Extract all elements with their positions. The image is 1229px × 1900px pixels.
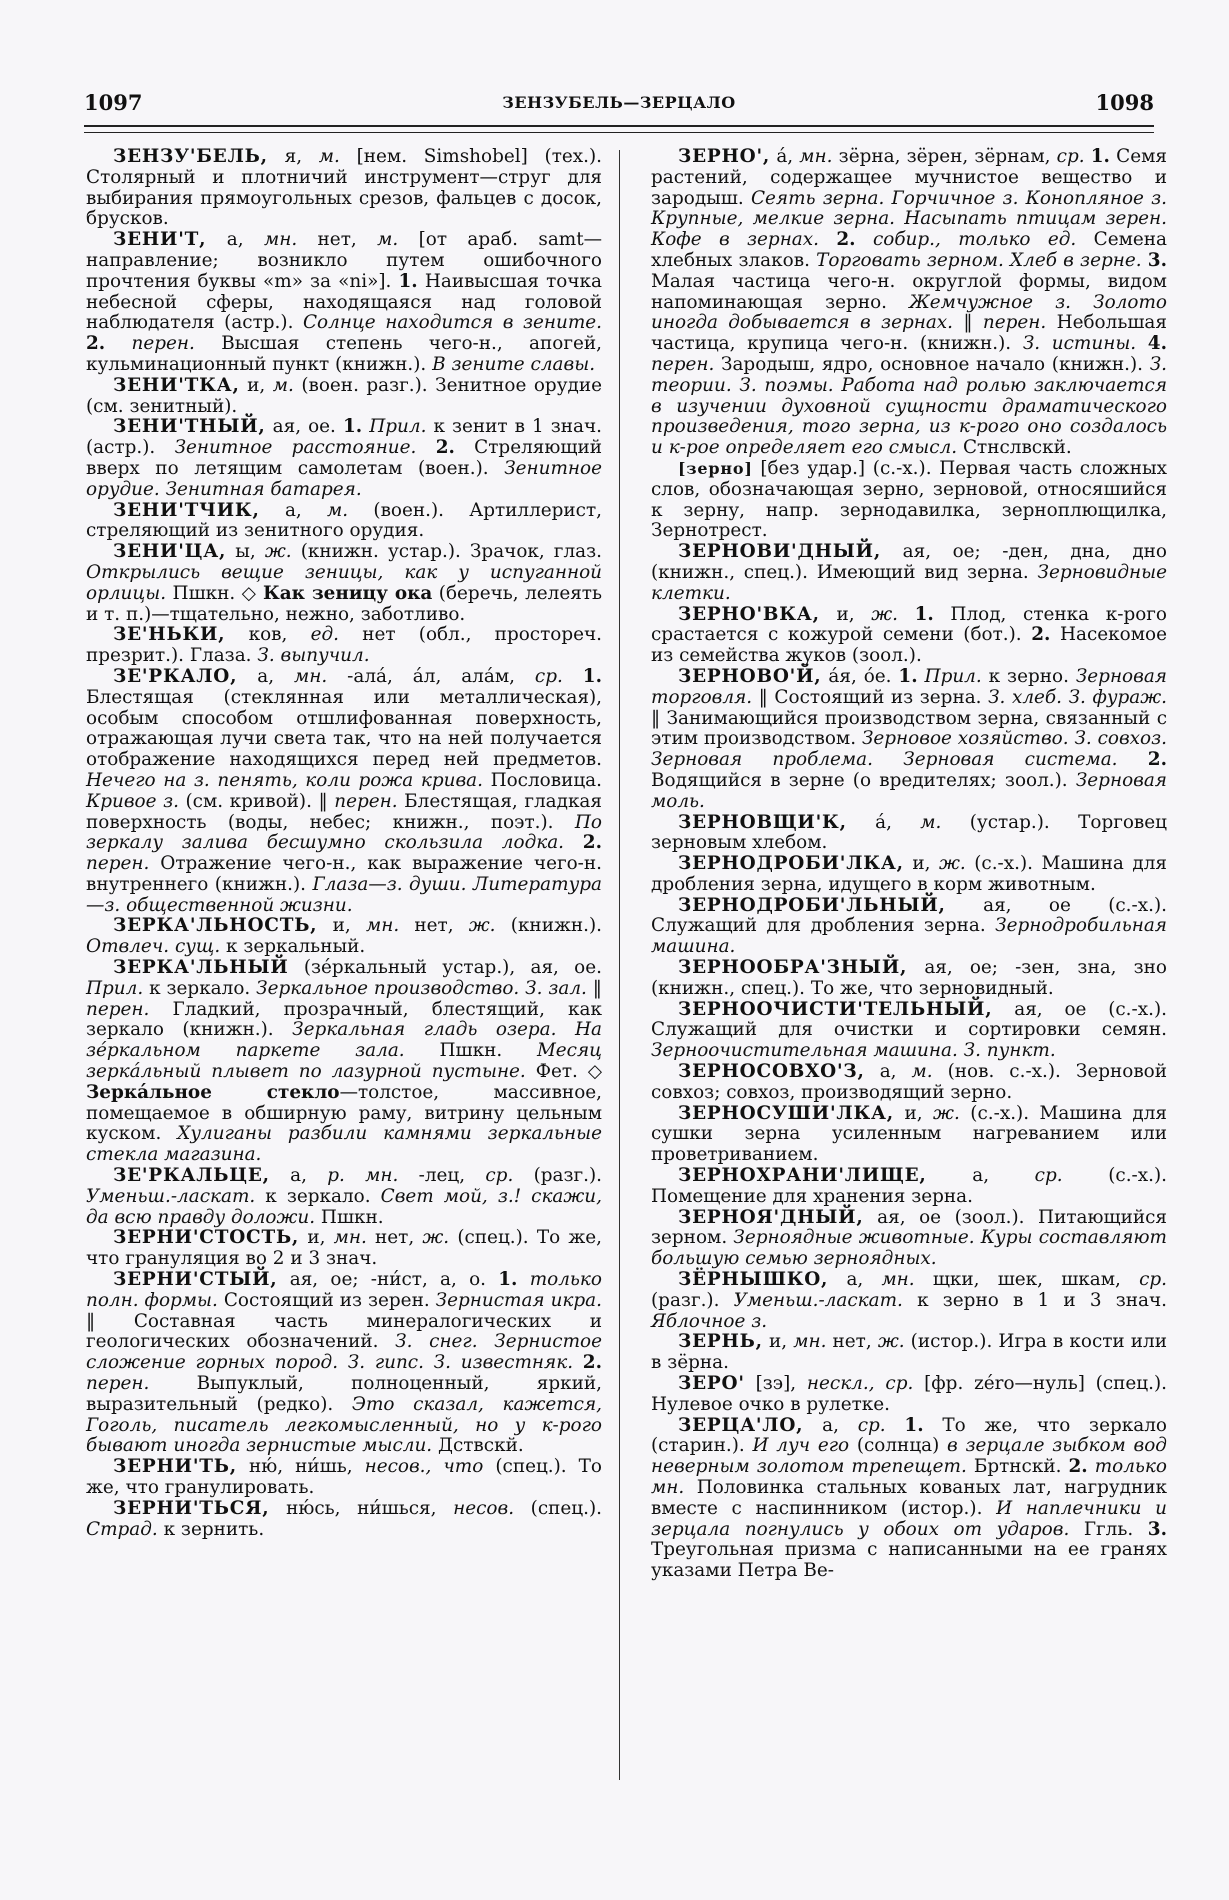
entry-text: и,: [768, 1331, 794, 1353]
entry-text: (воен.). Артиллерист, стреляющий из зенитного орудия.: [86, 499, 603, 542]
entry-example: мн.: [333, 1227, 367, 1249]
entry-text: —толстое, массивное, помещаемое в обширную раму, витрину цельным куском.: [86, 1081, 602, 1145]
entry-text: (устар.). Торговец зерновым хлебом.: [651, 811, 1167, 854]
entry-text: (истор.). Игра в кости или в зёрна.: [651, 1331, 1167, 1374]
page-number-right: 1098: [1095, 90, 1154, 115]
sense-number: 1.: [498, 1269, 518, 1291]
entry-example: З. истины.: [1022, 333, 1137, 355]
entry-example: только полн. формы.: [86, 1269, 602, 1311]
entry-text: а,: [846, 1269, 882, 1291]
dictionary-entry: [86, 1457, 602, 1499]
entry-example: ед.: [310, 624, 339, 646]
entry-text: [1118, 749, 1148, 770]
entry-example: З. выпучил.: [257, 645, 370, 667]
dictionary-entry: [86, 1166, 602, 1228]
entry-example: мн.: [263, 229, 298, 251]
entry-example: м.: [911, 1061, 933, 1083]
entry-example: Зерноядные животные. Куры составляют большую семью зерноядных.: [651, 1227, 1167, 1270]
entry-example: перен.: [131, 333, 195, 355]
dictionary-entry: [86, 542, 602, 625]
entry-text: ‖ Состоящий из зерна.: [752, 686, 989, 708]
entry-text: [1088, 1456, 1095, 1477]
entry-text: а́,: [875, 811, 921, 833]
entry-example: нескл., ср.: [806, 1373, 914, 1395]
entry-text: Зародыш, ядро, основное начало (книжн.).: [714, 353, 1150, 375]
entry-headword: ЗЕРНООБРА'ЗНЫЙ,: [678, 957, 908, 979]
entry-example: Зеркальная гладь озера. На зе́ркальном паркете зала.: [86, 1019, 602, 1062]
entry-example: Отвлеч. сущ.: [86, 936, 221, 958]
entry-example: ср.: [1034, 1165, 1063, 1187]
entry-text: Насекомое из семейства жуков (зоол.).: [651, 624, 1167, 667]
sense-number: 2.: [836, 229, 856, 251]
column-divider: [619, 150, 620, 1780]
entry-text: [от араб. samt—направление; возникло путем ошибочного прочтения буквы «m» за «ni»].: [86, 229, 603, 292]
entry-headword: ЗЕНИ'ТКА,: [113, 374, 240, 396]
sense-number: 1.: [398, 270, 418, 292]
entry-text: (спец.). То же, что гранулировать.: [86, 1456, 602, 1498]
entry-example: мн.: [881, 1269, 915, 1291]
entry-example: Страд.: [86, 1518, 158, 1540]
entry-example: мн.: [365, 915, 400, 937]
entry-example: ж.: [264, 541, 292, 563]
entry-headword: ЗЕНИ'Т,: [113, 229, 207, 251]
entry-headword: [зерно]: [678, 458, 753, 478]
entry-example: ж.: [877, 1331, 905, 1353]
entry-headword: ЗЕ'РКАЛО,: [113, 665, 238, 687]
sense-number: 2.: [435, 437, 455, 459]
entry-headword: ЗЕРНОСУШИ'ЛКА,: [678, 1102, 894, 1124]
entry-text: ‖ Занимающийся производством зерна, связанный с этим производством.: [651, 707, 1167, 750]
entry-example: Солнце находится в зените.: [302, 312, 603, 334]
entry-headword: ЗЕРНИ'СТОСТЬ,: [113, 1227, 300, 1249]
entry-text: ая, ое (с.-х.). Служащий для очистки и сортировки семян.: [651, 998, 1167, 1041]
entry-example: Прил.: [86, 977, 144, 999]
entry-example: ж.: [871, 603, 898, 625]
entry-text: (с.-х.). Машина для дробления зерна, идущего в корм животным.: [651, 853, 1167, 895]
entry-example: Зерноочистительная машина. З. пункт.: [651, 1040, 1056, 1062]
entry-text: зёрна, зёрен, зёрнам,: [832, 146, 1057, 167]
dictionary-entry: [86, 1270, 602, 1457]
dictionary-entry: [86, 417, 602, 500]
dictionary-entry: [651, 1270, 1167, 1332]
entry-example: р. мн.: [327, 1165, 399, 1187]
entry-text: нет,: [366, 1227, 423, 1249]
entry-text: а,: [879, 1061, 912, 1083]
entry-text: ая, ое; -зен, зна, зно (книжн., спец.). То же, что зерновидный.: [651, 957, 1167, 999]
entry-text: Пшкн.: [404, 1040, 537, 1062]
entry-text: ков,: [248, 624, 311, 646]
entry-example: В зените славы.: [432, 353, 596, 375]
entry-headword: ЗЕРНОСОВХО'З,: [678, 1061, 865, 1083]
entry-example: ж.: [422, 1227, 450, 1249]
entry-example: Уменьш.-ласкат.: [733, 1289, 903, 1311]
entry-headword: ЗЕНИ'ЦА,: [113, 541, 227, 563]
entry-example: Это сказал, кажется, Гоголь, писатель легкомысленный, но у к-рого бывают иногда зернистые мысли.: [86, 1393, 602, 1457]
entry-example: перен.: [86, 853, 150, 875]
entry-headword: ЗЕРО': [678, 1373, 745, 1395]
entry-example: Зернистая икра.: [435, 1289, 602, 1311]
dictionary-entry: [86, 916, 602, 958]
entry-example: перен.: [334, 790, 398, 812]
entry-text: и,: [332, 915, 366, 937]
entry-headword: ЗЕРНО'ВКА,: [678, 603, 820, 625]
entry-text: [105, 333, 131, 354]
entry-headword: ЗЕРНОВИ'ДНЫЙ,: [678, 541, 882, 563]
entry-text: к зерно.: [981, 665, 1076, 687]
entry-text: к зенит в 1 знач. (астр.).: [86, 416, 603, 459]
dictionary-entry: [651, 1374, 1167, 1416]
dictionary-entry: [86, 625, 602, 667]
entry-example: ж.: [468, 915, 496, 937]
entry-headword: ЗЕРНИ'СТЫЙ,: [113, 1269, 278, 1291]
sense-number: 1.: [342, 416, 363, 438]
entry-text: а,: [822, 1414, 858, 1436]
entry-text: а́я, о́е.: [828, 665, 899, 687]
entry-text: ‖: [586, 977, 602, 999]
entry-example: ср.: [534, 665, 563, 687]
entry-example: м.: [318, 146, 340, 167]
entry-example: ср.: [857, 1414, 886, 1436]
entry-headword: ЗЕРНОЯ'ДНЫЙ,: [678, 1206, 864, 1228]
dictionary-entry: [651, 1104, 1167, 1166]
entry-text: ‖ Составная часть минералогических и геологических обозначений.: [86, 1310, 602, 1353]
entry-text: Пословица.: [482, 769, 602, 791]
entry-text: нет,: [297, 229, 378, 251]
entry-text: щки, шек, шкам,: [914, 1269, 1140, 1291]
entry-text: Пшкн.: [315, 1206, 384, 1228]
entry-text: [918, 666, 925, 687]
entry-text: (спец.).: [514, 1497, 602, 1519]
entry-example: Зерновидные клетки.: [651, 561, 1167, 604]
entry-example: только мн.: [651, 1456, 1167, 1498]
sense-number: 4.: [1147, 333, 1167, 355]
entry-example: собир., только ед.: [872, 229, 1077, 251]
entry-example: Зернодробильная машина.: [651, 915, 1167, 958]
entry-text: (с.-х.). Помещение для хранения зерна.: [651, 1165, 1167, 1207]
entry-headword: ЗЕРЦА'ЛО,: [678, 1414, 804, 1436]
entry-text: Бртнскй.: [966, 1456, 1069, 1478]
dictionary-entry: [651, 542, 1167, 604]
dictionary-entry: [651, 896, 1167, 958]
sense-number: Как зеницу ока: [262, 582, 433, 604]
entry-text: а,: [972, 1165, 1035, 1187]
entry-text: Состоящий из зерен.: [217, 1289, 436, 1311]
entry-example: перен.: [86, 1373, 150, 1395]
entry-text: Наивысшая точка небесной сферы, находящаяся над головой наблюдателя (астр.).: [86, 270, 602, 334]
entry-example: ж.: [938, 853, 966, 875]
entry-example: ср.: [485, 1165, 514, 1187]
entry-headword: ЗЕРНООЧИСТИ'ТЕЛЬНЫЙ,: [678, 998, 993, 1020]
entry-example: м.: [920, 811, 942, 833]
entry-headword: ЗЕРКА'ЛЬНЫЙ: [113, 957, 289, 979]
dictionary-entry: [86, 147, 602, 230]
entry-text: [564, 832, 583, 853]
sense-number: 1.: [914, 603, 934, 625]
entry-text: (разг.).: [513, 1165, 603, 1187]
dictionary-entry: [651, 958, 1167, 1000]
sense-number: 3.: [1147, 249, 1167, 271]
entry-text: [1136, 333, 1148, 354]
entry-text: [517, 1269, 529, 1290]
entry-text: Пшкн. ◇: [166, 582, 263, 604]
sense-number: 2.: [86, 333, 106, 355]
entry-example: Зерновая торговля.: [651, 665, 1167, 708]
entry-text: нет,: [826, 1331, 878, 1353]
entry-headword: ЗЕРНОВЩИ'К,: [678, 811, 847, 833]
dictionary-entry: [651, 1062, 1167, 1104]
sense-number: 1.: [898, 665, 918, 687]
dictionary-entry: [651, 605, 1167, 667]
entry-example: м.: [327, 499, 349, 521]
entry-example: несов.: [453, 1497, 515, 1519]
entry-text: ‖: [953, 312, 983, 334]
entry-text: Фет. ◇: [525, 1061, 602, 1083]
entry-example: Жемчужное з. Золото иногда добывается в зернах.: [651, 291, 1167, 334]
entry-headword: ЗЕРНОДРОБИ'ЛКА,: [678, 853, 904, 875]
entry-headword: ЗЕРКА'ЛЬНОСТЬ,: [113, 915, 318, 937]
entry-example: Прил.: [924, 665, 982, 687]
entry-text: Малая частица чего-н. округлой формы, видом напоминающая зерно.: [651, 270, 1167, 313]
dictionary-entry: [86, 958, 602, 1166]
entry-example: Хулиганы разбили камнями зеркальные стекла магазина.: [86, 1123, 602, 1166]
entry-text: и,: [307, 1227, 334, 1249]
sense-number: 3.: [1147, 1518, 1167, 1540]
entry-headword: ЗЕРНИ'ТЬ,: [113, 1456, 237, 1478]
entry-example: По зеркалу залива бесшумно скользила лодка.: [86, 811, 602, 854]
sense-number: 1.: [904, 1414, 924, 1436]
entry-text: (см. кривой). ‖: [178, 790, 335, 812]
entry-text: и,: [912, 853, 939, 875]
entry-text: [416, 437, 435, 458]
entry-text: Высшая степень чего-н., апогей, кульминационный пункт (книжн.).: [86, 333, 602, 375]
entry-text: к зеркало.: [255, 1185, 381, 1207]
entry-example: мн.: [793, 1331, 827, 1353]
entry-example: З. хлеб. З. фураж.: [988, 686, 1167, 708]
sense-number: 2.: [1147, 749, 1167, 771]
entry-text: (спец.). То же, что грануляция во 2 и 3 знач.: [86, 1227, 602, 1270]
entry-text: к зерно в 1 и 3 знач.: [902, 1289, 1167, 1311]
entry-example: Торговать зерном. Хлеб в зерне.: [816, 249, 1142, 271]
entry-example: мн.: [294, 665, 328, 687]
entry-headword: ЗЕ'РКАЛЬЦЕ,: [113, 1165, 270, 1187]
header-double-rule: [84, 125, 1154, 133]
entry-headword: ЗЕРНОХРАНИ'ЛИЩЕ,: [678, 1165, 927, 1187]
running-title: ЗЕНЗУБЕЛЬ—ЗЕРЦАЛО: [502, 93, 736, 112]
entry-text: и,: [836, 603, 872, 625]
entry-headword: ЗЕРНЬ,: [678, 1331, 763, 1353]
entry-text: (зе́ркальный устар.), ая, ое.: [303, 957, 602, 979]
entry-text: ы,: [235, 541, 265, 563]
entry-example: Сеять зерна. Горчичное з. Конопляное з. Крупные, мелкие зерна. Насыпать птицам зерен. Кофе в зернах.: [651, 187, 1167, 251]
entry-text: я,: [284, 146, 319, 167]
entry-headword: ЗЕ'НЬКИ,: [113, 624, 226, 646]
entry-example: перен.: [651, 353, 715, 375]
entry-example: перен.: [86, 998, 150, 1020]
entry-headword: ЗЕРНОДРОБИ'ЛЬНЫЙ,: [678, 894, 946, 916]
entry-text: ню́, ни́шь,: [248, 1456, 365, 1478]
entry-text: Треугольная призма с написанными на ее гранях указами Петра Ве-: [651, 1539, 1167, 1582]
entry-example: Глаза—з. души. Литература—з. общественной жизни.: [86, 873, 602, 916]
entry-text: (беречь, лелеять и т. п.)—тщательно, нежно, заботливо.: [86, 582, 602, 625]
entry-text: Ггль.: [1069, 1518, 1148, 1540]
entry-text: а́,: [776, 146, 800, 167]
sense-number: 2.: [582, 832, 602, 854]
dictionary-entry: [86, 230, 602, 376]
entry-example: Зенитное орудие. Зенитная батарея.: [86, 457, 602, 500]
entry-text: ая, ое; -ден, дна, дно (книжн., спец.). Имеющий вид зерна.: [651, 541, 1167, 583]
dictionary-entry: [651, 1416, 1167, 1582]
left-column: [86, 147, 602, 1540]
dictionary-entry: [86, 1499, 602, 1541]
entry-text: -лец,: [398, 1165, 486, 1187]
entry-text: ая, ое (с.-х.). Служащий для дробления зерна.: [651, 894, 1167, 937]
sense-number: 1.: [1090, 146, 1110, 167]
entry-example: Открылись вещие зеницы, как у испуганной орлицы.: [86, 561, 602, 604]
entry-example: Нечего на з. пенять, коли рожа крива.: [86, 769, 483, 791]
entry-headword: ЗЕНИ'ТЧИК,: [113, 499, 260, 521]
sense-number: 2.: [1031, 624, 1051, 646]
entry-example: Свет мой, з.! скажи, да всю правду доложи.: [86, 1185, 602, 1228]
dictionary-entry: [86, 1228, 602, 1270]
entry-headword: ЗЕРНОВО'Й,: [678, 665, 822, 687]
entry-text: Отражение чего-н., как выражение чего-н. внутреннего (книжн.).: [86, 853, 602, 895]
entry-text: Гладкий, прозрачный, блестящий, как зеркало (книжн.).: [86, 998, 602, 1041]
sense-number: 2.: [582, 1352, 602, 1374]
entry-text: (с.-х.). Машина для сушки зерна усиленным нагреванием или проветриванием.: [651, 1102, 1167, 1166]
entry-text: [573, 1352, 583, 1373]
entry-text: [856, 229, 873, 250]
entry-example: Прил.: [369, 416, 427, 438]
entry-example: мн.: [799, 146, 833, 167]
dictionary-entry: [651, 813, 1167, 855]
entry-text: и,: [247, 374, 273, 396]
entry-text: Дствскй.: [432, 1435, 524, 1457]
entry-example: З. теории. З. поэмы. Работа над ролью заключается в изучении духовной сущности драматического произведения, того зерна, из к-рого оно создалось и к-рое определяет его смысл.: [651, 353, 1167, 459]
dictionary-entry: [651, 1332, 1167, 1374]
entry-text: Стнслвскй.: [957, 437, 1072, 459]
entry-text: к зеркало.: [143, 977, 257, 999]
entry-text: (книжн.).: [495, 915, 602, 937]
entry-text: Небольшая частица, крупица чего-н. (книжн.).: [651, 312, 1167, 355]
entry-text: к зеркальный.: [220, 936, 366, 958]
entry-text: к зернить.: [157, 1518, 265, 1540]
dictionary-entry: [651, 1166, 1167, 1208]
right-column: [651, 147, 1167, 1582]
entry-text: [фр. zéro—нуль] (спец.). Нулевое очко в рулетке.: [651, 1373, 1167, 1415]
entry-example: Уменьш.-ласкат.: [86, 1185, 256, 1207]
dictionary-entry: [651, 459, 1167, 542]
dictionary-entry: [651, 854, 1167, 896]
dictionary-entry: [86, 501, 602, 543]
entry-example: м.: [377, 229, 399, 251]
entry-example: ср.: [1139, 1269, 1167, 1291]
entry-text: [без удар.] (с.-х.). Первая часть сложных слов, обозначающая зерно, зерновой, относяшийся к зерну, напр. зернодавилка, зерноплющилка, Зернотрест.: [651, 457, 1167, 542]
entry-text: [819, 229, 836, 250]
dictionary-entry: [651, 1000, 1167, 1062]
dictionary-entry: [651, 1208, 1167, 1270]
entry-text: Семена хлебных злаков.: [651, 229, 1167, 271]
entry-text: Стреляющий вверх по летящим самолетам (воен.).: [86, 437, 602, 479]
entry-example: несов., что: [364, 1456, 484, 1478]
sense-number: Зерка́льное стекло: [86, 1081, 340, 1103]
entry-text: Блестящая (стеклянная или металлическая), особым способом отшлифованная поверхность, отражающая лучи света так, что на ней получается отображение находящихся перед ней предметов.: [86, 686, 602, 771]
sense-number: 2.: [1068, 1456, 1088, 1478]
entry-text: Семя растений, содержащее мучнистое вещество и зародыш.: [651, 146, 1167, 209]
entry-example: Зерновое хозяйство. З. совхоз. Зерновая проблема. Зерновая система.: [651, 728, 1167, 771]
dictionary-entry: [86, 667, 602, 917]
entry-text: Выпуклый, полноценный, яркий, выразительный (редко).: [86, 1373, 602, 1415]
entry-example: перен.: [982, 312, 1047, 334]
dictionary-entry: [651, 147, 1167, 459]
entry-text: и,: [904, 1102, 934, 1124]
entry-example: ср.: [1056, 146, 1085, 167]
entry-text: -ала́, а́л, ала́м,: [327, 665, 535, 687]
entry-text: а,: [257, 665, 295, 687]
entry-text: ая, ое; -ни́ст, а, о.: [289, 1269, 499, 1291]
entry-text: [898, 604, 915, 625]
entry-text: ая, ое.: [272, 416, 343, 438]
entry-example: Зерновая моль.: [651, 769, 1167, 812]
entry-text: а,: [284, 499, 328, 521]
dictionary-entry: [651, 667, 1167, 813]
page-number-left: 1097: [84, 90, 143, 115]
entry-example: И наплечники и зерцала погнулись у обоих от ударов.: [651, 1497, 1167, 1540]
entry-text: (солнца): [849, 1435, 948, 1457]
entry-text: То же, что зеркало (старин.).: [651, 1414, 1167, 1457]
entry-text: (нов. с.-х.). Зерновой совхоз; совхоз, производящий зерно.: [651, 1061, 1168, 1103]
entry-text: нет,: [399, 915, 469, 937]
entry-text: ая, ое (зоол.). Питающийся зерном.: [651, 1206, 1167, 1249]
entry-example: Яблочное з.: [651, 1310, 768, 1332]
entry-text: (воен. разг.). Зенитное орудие (см. зенитный).: [86, 374, 602, 417]
entry-text: [563, 666, 583, 687]
entry-headword: ЗЕРНО',: [678, 146, 771, 167]
entry-example: ж.: [933, 1102, 960, 1124]
entry-example: И луч его: [752, 1435, 850, 1457]
entry-example: Месяц зерка́льный плывет по лазурной пустыне.: [86, 1040, 602, 1083]
entry-text: Половинка стальных кованых лат, нагрудник вместе с наспинником (истор.).: [651, 1477, 1167, 1519]
entry-headword: ЗЕНЗУ'БЕЛЬ,: [113, 146, 268, 167]
entry-example: в зерцале зыбком вод неверным золотом трепещет.: [651, 1435, 1167, 1478]
entry-text: (книжн. устар.). Зрачок, глаз.: [291, 541, 602, 563]
entry-example: Зеркальное производство. З. зал.: [256, 977, 587, 999]
entry-text: [нем. Simshobel] (тех.). Столярный и плотничий инструмент—струг для выбирания прямоугольных срезов, фальцев с досок, брусков.: [86, 146, 602, 230]
dictionary-entry: [86, 376, 602, 418]
entry-text: [886, 1415, 905, 1436]
entry-text: нет (обл., простореч. презрит.). Глаза.: [86, 624, 602, 667]
entry-example: Зенитное расстояние.: [174, 437, 417, 459]
entry-text: ню́сь, ни́шься,: [286, 1497, 454, 1519]
entry-example: Кривое з.: [86, 790, 179, 812]
entry-headword: ЗЁРНЫШКО,: [678, 1269, 829, 1291]
entry-text: Плод, стенка к-рого срастается с кожурой семени (бот.).: [651, 603, 1167, 646]
entry-text: Водящийся в зерне (о вредителях; зоол.).: [651, 769, 1076, 791]
entry-headword: ЗЕНИ'ТНЫЙ,: [113, 416, 266, 438]
entry-text: а,: [290, 1165, 328, 1187]
entry-text: [зэ],: [755, 1373, 807, 1395]
entry-example: м.: [272, 374, 294, 396]
page-header: [84, 90, 1154, 130]
entry-text: Блестящая, гладкая поверхность (воды, небес; книжн., поэт.).: [86, 790, 603, 833]
entry-headword: ЗЕРНИ'ТЬСЯ,: [113, 1497, 270, 1519]
entry-text: а,: [226, 229, 264, 251]
sense-number: 1.: [582, 665, 602, 687]
entry-text: (разг.).: [651, 1289, 734, 1311]
entry-example: З. снег. Зернистое сложение горных пород. З. гипс. З. известняк.: [86, 1331, 603, 1374]
